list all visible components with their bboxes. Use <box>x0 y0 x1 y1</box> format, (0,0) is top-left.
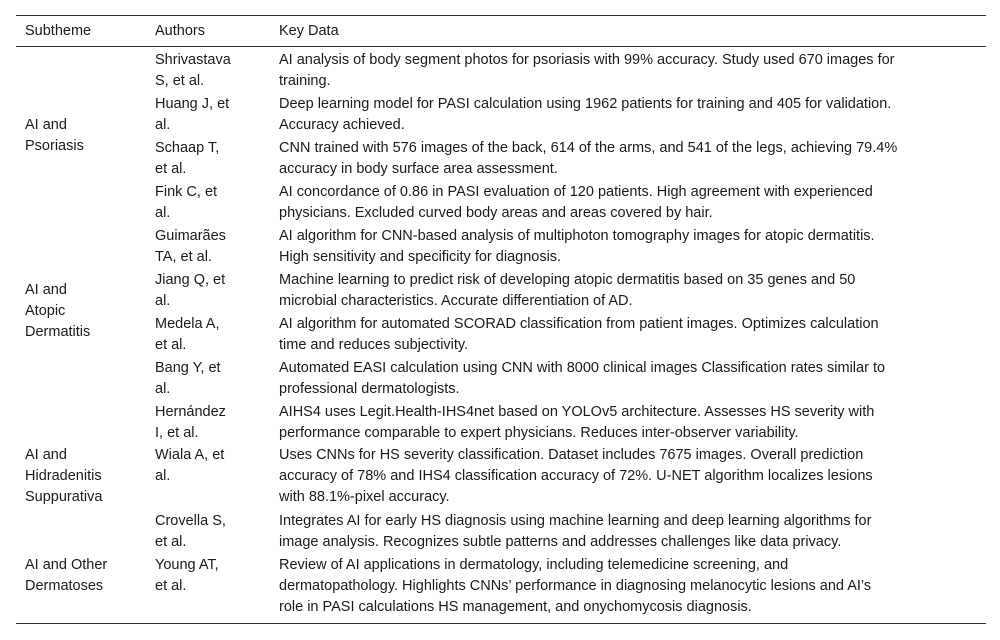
authors-cell <box>155 182 267 224</box>
cell-text-line: Integrates AI for early HS diagnosis using machine learning and deep learning algorithms for <box>279 513 872 529</box>
key-data-cell <box>279 182 979 224</box>
cell-text-line: AI and Other <box>25 557 108 573</box>
authors-cell <box>155 50 267 92</box>
cell-text-line: Dermatoses <box>25 578 104 594</box>
header-authors: Authors <box>155 23 205 39</box>
subtheme-other-dermatoses <box>25 555 145 597</box>
cell-text-line: et al. <box>155 578 187 594</box>
cell-text-line: AI concordance of 0.86 in PASI evaluation of 120 patients. High agreement with experienced <box>279 184 873 200</box>
cell-text-line: S, et al. <box>155 73 205 89</box>
key-data-cell <box>279 555 979 618</box>
cell-text-line: Uses CNNs for HS severity classification. Dataset includes 7675 images. Overall prediction <box>279 447 864 463</box>
cell-text-line: AI analysis of body segment photos for psoriasis with 99% accuracy. Study used 670 images for <box>279 52 895 68</box>
cell-text-line: AIHS4 uses Legit.Health-IHS4net based on YOLOv5 architecture. Assesses HS severity with <box>279 404 875 420</box>
authors-cell <box>155 445 267 487</box>
cell-text-line: Fink C, et <box>155 184 218 200</box>
cell-text-line: al. <box>155 381 171 397</box>
cell-text-line: AI and <box>25 117 67 133</box>
cell-text-line: Medela A, <box>155 316 220 332</box>
key-data-cell <box>279 270 979 312</box>
subtheme-hidradenitis-suppurativa <box>25 445 145 508</box>
header-key-data: Key Data <box>279 23 339 39</box>
cell-text-line: al. <box>155 293 171 309</box>
cell-text-line: professional dermatologists. <box>279 381 460 397</box>
cell-text-line: Hernández <box>155 404 226 420</box>
cell-text-line: Young AT, <box>155 557 219 573</box>
authors-cell <box>155 138 267 180</box>
key-data-cell <box>279 358 979 400</box>
cell-text-line: role in PASI calculations HS management, and onychomycosis diagnosis. <box>279 599 752 615</box>
cell-text-line: AI algorithm for automated SCORAD classification from patient images. Optimizes calculation <box>279 316 879 332</box>
key-data-cell <box>279 138 979 180</box>
cell-text-line: physicians. Excluded curved body areas and areas covered by hair. <box>279 205 713 221</box>
key-data-cell <box>279 94 979 136</box>
subtheme-atopic-dermatitis <box>25 280 145 343</box>
cell-text-line: performance comparable to expert physicians. Reduces inter-observer variability. <box>279 425 799 441</box>
authors-cell <box>155 314 267 356</box>
cell-text-line: Machine learning to predict risk of developing atopic dermatitis based on 35 genes and 50 <box>279 272 856 288</box>
cell-text-line: Bang Y, et <box>155 360 221 376</box>
table-header-rule <box>16 46 986 47</box>
cell-text-line: accuracy in body surface area assessment. <box>279 161 558 177</box>
cell-text-line: time and reduces subjectivity. <box>279 337 469 353</box>
cell-text-line: training. <box>279 73 331 89</box>
cell-text-line: AI and <box>25 447 67 463</box>
key-data-cell <box>279 445 979 508</box>
table-top-rule <box>16 15 986 16</box>
cell-text-line: Suppurativa <box>25 489 103 505</box>
key-data-cell <box>279 314 979 356</box>
key-data-cell <box>279 511 979 553</box>
cell-text-line: microbial characteristics. Accurate differentiation of AD. <box>279 293 633 309</box>
cell-text-line: Huang J, et <box>155 96 230 112</box>
cell-text-line: with 88.1%-pixel accuracy. <box>279 489 450 505</box>
authors-cell <box>155 270 267 312</box>
cell-text-line: et al. <box>155 534 187 550</box>
cell-text-line: High sensitivity and specificity for diagnosis. <box>279 249 562 265</box>
header-subtheme: Subtheme <box>25 23 92 39</box>
cell-text-line: Wiala A, et <box>155 447 225 463</box>
key-data-cell <box>279 402 979 444</box>
authors-cell <box>155 402 267 444</box>
cell-text-line: accuracy of 78% and IHS4 classification accuracy of 72%. U-NET algorithm localizes lesions <box>279 468 873 484</box>
cell-text-line: Crovella S, <box>155 513 226 529</box>
cell-text-line: Accuracy achieved. <box>279 117 405 133</box>
cell-text-line: I, et al. <box>155 425 199 441</box>
cell-text-line: AI and <box>25 282 67 298</box>
authors-cell <box>155 94 267 136</box>
cell-text-line: Guimarães <box>155 228 226 244</box>
cell-text-line: al. <box>155 205 171 221</box>
key-data-cell <box>279 50 979 92</box>
cell-text-line: Shrivastava <box>155 52 231 68</box>
cell-text-line: et al. <box>155 337 187 353</box>
authors-cell <box>155 226 267 268</box>
cell-text-line: Atopic <box>25 303 66 319</box>
cell-text-line: TA, et al. <box>155 249 212 265</box>
table-bottom-rule <box>16 623 986 624</box>
cell-text-line: Dermatitis <box>25 324 91 340</box>
cell-text-line: Automated EASI calculation using CNN with 8000 clinical images Classification rates similar to <box>279 360 886 376</box>
authors-cell <box>155 555 267 597</box>
cell-text-line: Hidradenitis <box>25 468 102 484</box>
authors-cell <box>155 511 267 553</box>
cell-text-line: dermatopathology. Highlights CNNs’ performance in diagnosing melanocytic lesions and AI’s <box>279 578 872 594</box>
cell-text-line: et al. <box>155 161 187 177</box>
cell-text-line: al. <box>155 468 171 484</box>
subtheme-psoriasis <box>25 115 145 157</box>
cell-text-line: AI algorithm for CNN-based analysis of multiphoton tomography images for atopic dermatitis. <box>279 228 875 244</box>
cell-text-line: CNN trained with 576 images of the back, 614 of the arms, and 541 of the legs, achieving 79.4% <box>279 140 898 156</box>
cell-text-line: Psoriasis <box>25 138 84 154</box>
cell-text-line: Review of AI applications in dermatology, including telemedicine screening, and <box>279 557 789 573</box>
cell-text-line: Deep learning model for PASI calculation using 1962 patients for training and 405 for validation. <box>279 96 892 112</box>
key-data-cell <box>279 226 979 268</box>
cell-text-line: al. <box>155 117 171 133</box>
cell-text-line: image analysis. Recognizes subtle patterns and addresses challenges like data privacy. <box>279 534 842 550</box>
cell-text-line: Jiang Q, et <box>155 272 226 288</box>
cell-text-line: Schaap T, <box>155 140 220 156</box>
authors-cell <box>155 358 267 400</box>
